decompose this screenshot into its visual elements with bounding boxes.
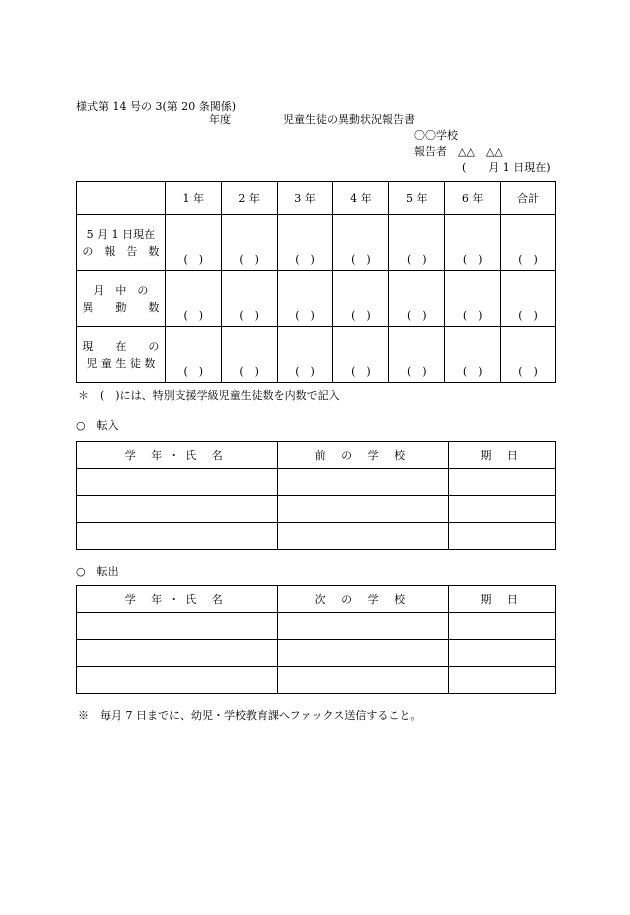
- count-cell[interactable]: [221, 215, 277, 271]
- school-cell[interactable]: [277, 469, 449, 496]
- transfer-in-table: [76, 441, 556, 550]
- column-header: 2 年: [221, 182, 277, 215]
- row-label-line: の 報 告 数: [82, 244, 160, 258]
- row-label: [77, 215, 166, 271]
- footer-note: ※ 毎月 7 日までに、幼児・学校教育課へファックス送信すること。: [78, 709, 422, 722]
- table-row: [77, 640, 556, 667]
- row-label: [77, 271, 166, 327]
- date-cell[interactable]: [449, 469, 556, 496]
- column-header: 6 年: [445, 182, 501, 215]
- form-number: 様式第 14 号の 3(第 20 条関係): [76, 100, 237, 113]
- row-label: [77, 327, 166, 383]
- name-cell[interactable]: [77, 640, 278, 667]
- table-row: [77, 215, 556, 271]
- name-cell[interactable]: [77, 496, 278, 523]
- reporter: 報告者 △△ △△: [414, 145, 503, 158]
- column-header: 学 年・氏 名: [77, 442, 278, 469]
- count-cell[interactable]: [221, 271, 277, 327]
- count-cell[interactable]: [445, 327, 501, 383]
- date-cell[interactable]: [449, 496, 556, 523]
- table-row: [77, 613, 556, 640]
- row-label-line: 異 動 数: [82, 300, 160, 314]
- paren-mark: ( ): [239, 309, 259, 322]
- table-row: [77, 496, 556, 523]
- count-cell[interactable]: [333, 327, 389, 383]
- summary-header-row: [77, 182, 556, 215]
- school-cell[interactable]: [277, 613, 449, 640]
- count-cell[interactable]: [277, 327, 333, 383]
- column-header: 4 年: [333, 182, 389, 215]
- name-cell[interactable]: [77, 613, 278, 640]
- count-cell[interactable]: [165, 327, 221, 383]
- date-cell[interactable]: [449, 640, 556, 667]
- name-cell[interactable]: [77, 523, 278, 550]
- as-of-date: ( 月 1 日現在): [462, 161, 551, 174]
- summary-table: [76, 181, 556, 383]
- paren-mark: ( ): [295, 253, 315, 266]
- count-cell[interactable]: [501, 271, 556, 327]
- paren-mark: ( ): [462, 365, 483, 378]
- date-cell[interactable]: [449, 523, 556, 550]
- transfer-in-heading: ○ 転入: [76, 419, 119, 432]
- school-cell[interactable]: [277, 667, 449, 694]
- transfer-out-header-row: [77, 586, 556, 613]
- year-label: 年度: [209, 113, 231, 126]
- row-label-line: 現 在 の: [82, 339, 160, 353]
- paren-mark: ( ): [351, 365, 371, 378]
- count-cell[interactable]: [333, 215, 389, 271]
- name-cell[interactable]: [77, 667, 278, 694]
- date-cell[interactable]: [449, 613, 556, 640]
- count-cell[interactable]: [501, 215, 556, 271]
- count-cell[interactable]: [277, 271, 333, 327]
- column-header: 学 年・氏 名: [77, 586, 278, 613]
- count-cell[interactable]: [165, 271, 221, 327]
- column-header: 5 年: [389, 182, 445, 215]
- paren-mark: ( ): [518, 253, 538, 266]
- paren-mark: ( ): [462, 309, 483, 322]
- table-row: [77, 327, 556, 383]
- note-text: ＊ ( )には、特別支援学級児童生徒数を内数で記入: [78, 389, 340, 402]
- row-label-line: 児 童 生 徒 数: [86, 356, 156, 370]
- transfer-in-header-row: [77, 442, 556, 469]
- paren-mark: ( ): [183, 365, 204, 378]
- transfer-out-heading: ○ 転出: [76, 565, 119, 578]
- column-header: 次 の 学 校: [277, 586, 449, 613]
- count-cell[interactable]: [389, 271, 445, 327]
- school-cell[interactable]: [277, 496, 449, 523]
- count-cell[interactable]: [501, 327, 556, 383]
- table-row: [77, 523, 556, 550]
- count-cell[interactable]: [445, 215, 501, 271]
- count-cell[interactable]: [445, 271, 501, 327]
- column-header: 期 日: [449, 586, 556, 613]
- paren-mark: ( ): [183, 309, 204, 322]
- document-title: 児童生徒の異動状況報告書: [283, 113, 415, 126]
- date-cell[interactable]: [449, 667, 556, 694]
- count-cell[interactable]: [389, 215, 445, 271]
- count-cell[interactable]: [333, 271, 389, 327]
- school-name: 〇〇学校: [414, 129, 458, 142]
- paren-mark: ( ): [518, 365, 538, 378]
- column-header: 1 年: [165, 182, 221, 215]
- count-cell[interactable]: [389, 327, 445, 383]
- column-header: 前 の 学 校: [277, 442, 449, 469]
- paren-mark: ( ): [295, 309, 315, 322]
- row-label-line: 5 月 1 日現在: [86, 227, 156, 241]
- column-header: 合計: [501, 182, 556, 215]
- school-cell[interactable]: [277, 523, 449, 550]
- table-row: [77, 469, 556, 496]
- paren-mark: ( ): [183, 253, 204, 266]
- column-header: 期 日: [449, 442, 556, 469]
- paren-mark: ( ): [518, 309, 538, 322]
- corner-cell: [77, 182, 166, 215]
- paren-mark: ( ): [295, 365, 315, 378]
- paren-mark: ( ): [462, 253, 483, 266]
- count-cell[interactable]: [221, 327, 277, 383]
- paren-mark: ( ): [351, 253, 371, 266]
- name-cell[interactable]: [77, 469, 278, 496]
- table-row: [77, 667, 556, 694]
- column-header: 3 年: [277, 182, 333, 215]
- school-cell[interactable]: [277, 640, 449, 667]
- paren-mark: ( ): [406, 309, 427, 322]
- table-row: [77, 271, 556, 327]
- paren-mark: ( ): [239, 365, 259, 378]
- transfer-out-table: [76, 585, 556, 694]
- paren-mark: ( ): [406, 365, 427, 378]
- paren-mark: ( ): [351, 309, 371, 322]
- paren-mark: ( ): [239, 253, 259, 266]
- count-cell[interactable]: [165, 215, 221, 271]
- row-label-line: 月 中 の: [93, 283, 149, 297]
- paren-mark: ( ): [406, 253, 427, 266]
- count-cell[interactable]: [277, 215, 333, 271]
